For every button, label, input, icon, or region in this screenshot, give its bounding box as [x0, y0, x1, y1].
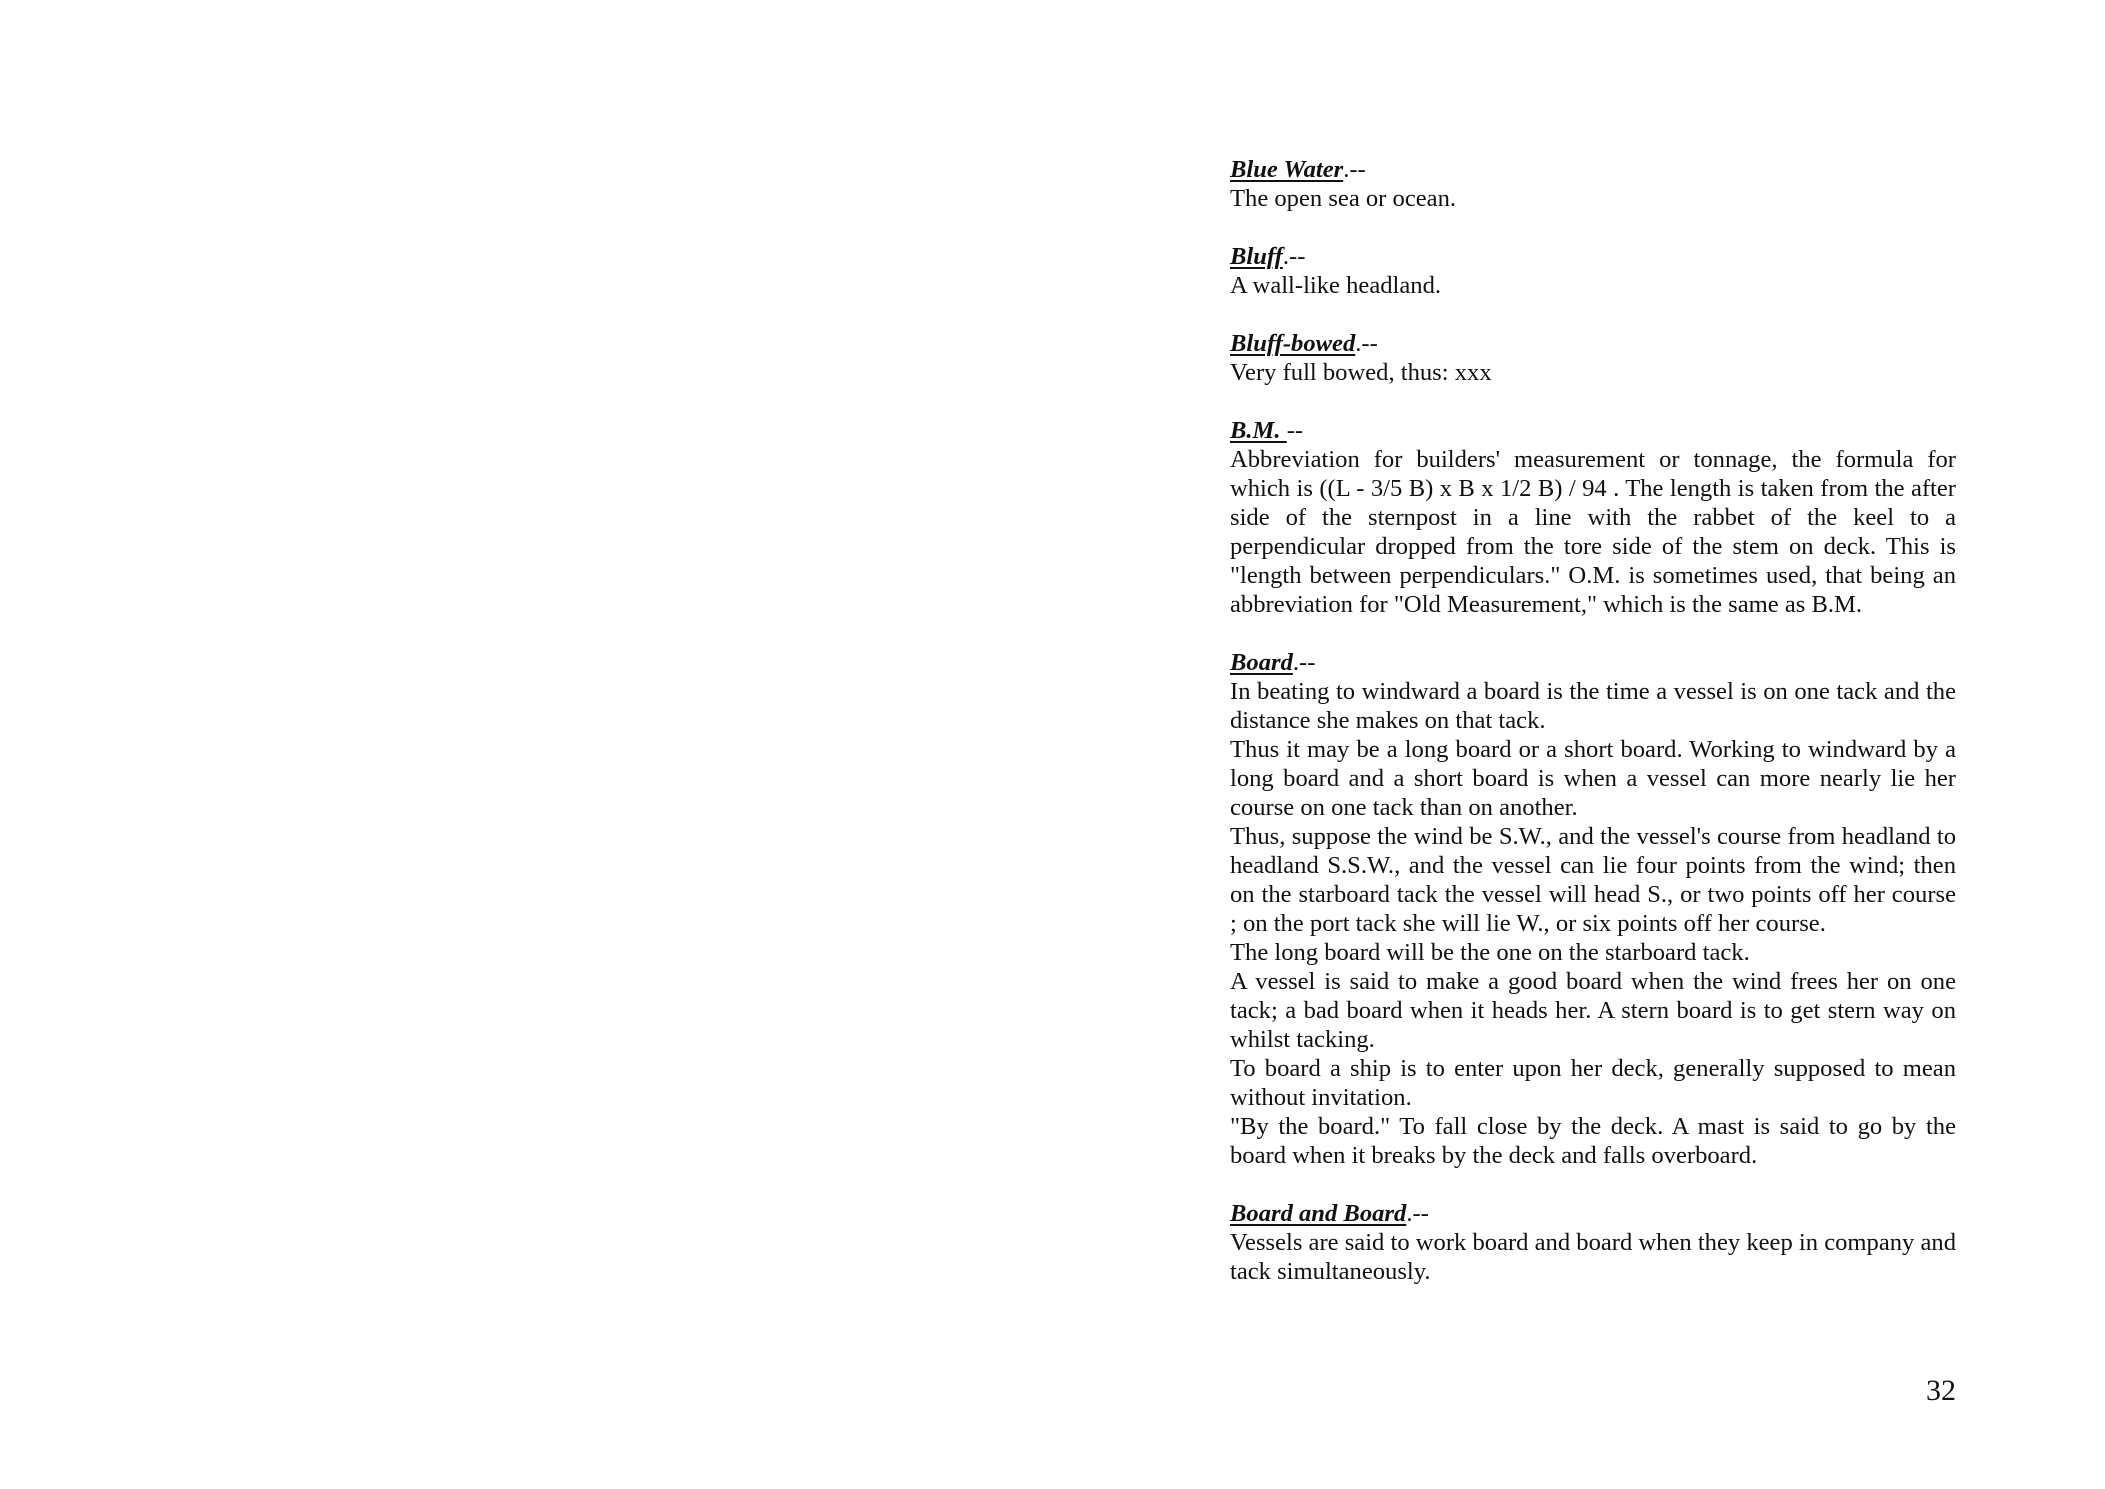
glossary-column [1230, 155, 1956, 1315]
definition-paragraph: The open sea or ocean. [1230, 185, 1457, 212]
entry-board [1230, 648, 1956, 1170]
term-line [1230, 242, 1956, 271]
entry-blue-water [1230, 155, 1956, 213]
term-heading: Board and Board [1230, 1200, 1407, 1227]
term-suffix: .-- [1406, 1200, 1429, 1227]
definition-paragraph: Thus it may be a long board or a short board. Working to windward by a long board and a short board is when a vessel can more nearly lie her course on one tack than on another. [1230, 736, 1956, 821]
entry-board-and-board [1230, 1199, 1956, 1286]
term-heading: Bluff [1230, 243, 1283, 270]
definition-paragraph: A vessel is said to make a good board when the wind frees her on one tack; a bad board when it heads her. A stern board is to get stern way on whilst tacking. [1230, 968, 1956, 1053]
definition-paragraph: The long board will be the one on the starboard tack. [1230, 939, 1750, 966]
definition-paragraph: In beating to windward a board is the time a vessel is on one tack and the distance she makes on that tack. [1230, 678, 1956, 734]
page-number: 32 [1926, 1374, 1956, 1407]
term-suffix: .-- [1282, 243, 1306, 270]
term-line [1230, 416, 1956, 445]
term-heading: Board [1230, 649, 1293, 676]
term-suffix: -- [1286, 417, 1304, 444]
definition-paragraph: Thus, suppose the wind be S.W., and the vessel's course from headland to headland S.S.W., and the vessel can lie four points from the wind; then on the starboard tack the vessel will head S., or two points off her course ; on the port tack she will lie W., or six points off her course. [1230, 823, 1956, 937]
term-line [1230, 155, 1956, 184]
term-suffix: .-- [1292, 649, 1316, 676]
term-heading: Bluff-bowed [1230, 330, 1356, 357]
definition-paragraph: A wall-like headland. [1230, 272, 1442, 299]
term-line [1230, 1199, 1956, 1228]
term-line [1230, 329, 1956, 358]
definition-paragraph: Very full bowed, thus: xxx [1230, 359, 1492, 386]
definition-paragraph: To board a ship is to enter upon her deck, generally supposed to mean without invitation. [1230, 1055, 1956, 1111]
definition-paragraph: "By the board." To fall close by the deck. A mast is said to go by the board when it breaks by the deck and falls overboard. [1230, 1113, 1956, 1169]
entry-bluff-bowed [1230, 329, 1956, 387]
entry-bm [1230, 416, 1956, 619]
term-heading: B.M. [1230, 417, 1287, 444]
term-suffix: .-- [1355, 330, 1378, 357]
definition-paragraph: Vessels are said to work board and board when they keep in company and tack simultaneously. [1230, 1229, 1956, 1285]
entry-bluff [1230, 242, 1956, 300]
term-line [1230, 648, 1956, 677]
term-heading: Blue Water [1230, 156, 1344, 183]
definition-paragraph: Abbreviation for builders' measurement or tonnage, the formula for which is ((L - 3/5 B) x B x 1/2 B) / 94 . The length is taken from the after side of the sternpost in a line with the rabbet of the keel to a perpendicular dropped from the tore side of the stem on deck. This is "length between perpendiculars." O.M. is sometimes used, that being an abbreviation for "Old Measurement," which is the same as B.M. [1230, 446, 1956, 618]
term-suffix: .-- [1343, 156, 1366, 183]
